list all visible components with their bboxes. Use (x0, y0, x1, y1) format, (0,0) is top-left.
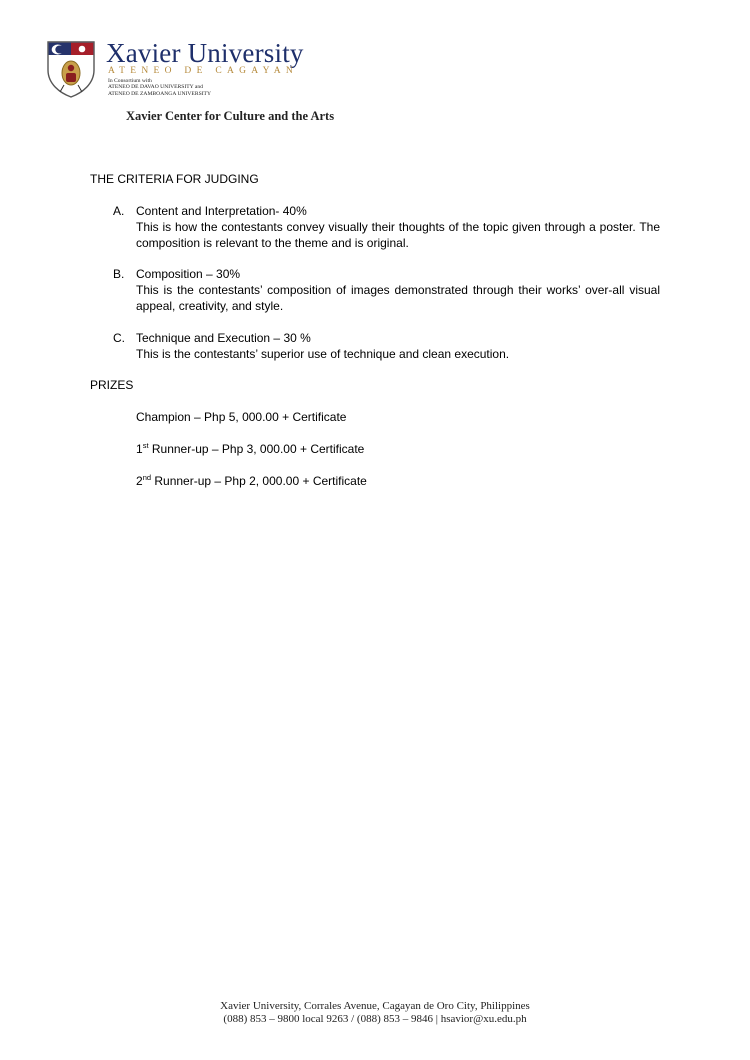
criterion-title: Technique and Execution – 30 % (136, 331, 311, 345)
consortium-line: In Consortium with (108, 78, 152, 84)
criterion-item (113, 330, 660, 362)
prize-second-runner-up (136, 473, 367, 489)
prize-rank-suffix: nd (142, 473, 152, 482)
prize-rank-number: 2 (136, 474, 143, 488)
prize-rank-suffix: st (142, 441, 149, 450)
criterion-item (113, 203, 660, 251)
criterion-letter: B. (113, 267, 125, 281)
footer-address: Xavier University, Corrales Avenue, Cagayan de Oro City, Philippines (220, 1000, 530, 1012)
consortium-note (108, 78, 211, 97)
criterion-letter: A. (113, 204, 125, 218)
criterion-letter: C. (113, 331, 125, 345)
criterion-description: This is how the contestants convey visually their thoughts of the topic given through a poster. The composition is relevant to the theme and is original. (136, 220, 660, 250)
criterion-title: Content and Interpretation- 40% (136, 204, 307, 218)
criterion-description: This is the contestants’ superior use of technique and clean execution. (136, 347, 510, 361)
prize-first-runner-up (136, 441, 364, 457)
prize-champion: Champion – Php 5, 000.00 + Certificate (136, 410, 347, 424)
prizes-heading: PRIZES (90, 378, 134, 392)
criterion-description: This is the contestants’ composition of images demonstrated through their works’ over-all visual appeal, creativity, and style. (136, 283, 660, 313)
university-crest-icon (46, 40, 96, 98)
consortium-line: ATENEO DE DAVAO UNIVERSITY and (108, 84, 203, 91)
prize-rank-number: 1 (136, 442, 143, 456)
footer-contact: (088) 853 – 9800 local 9263 / (088) 853 – 9846 | hsavior@xu.edu.ph (223, 1013, 527, 1025)
center-name: Xavier Center for Culture and the Arts (126, 109, 335, 123)
criterion-title: Composition – 30% (136, 267, 241, 281)
consortium-line: ATENEO DE ZAMBOANGA UNIVERSITY (108, 90, 212, 97)
criterion-item (113, 266, 660, 314)
prize-text: Runner-up – Php 2, 000.00 + Certificate (151, 474, 367, 488)
criteria-heading: THE CRITERIA FOR JUDGING (90, 172, 259, 186)
prize-text: Runner-up – Php 3, 000.00 + Certificate (148, 442, 365, 456)
university-name: Xavier University (106, 38, 304, 68)
university-subtitle: ATENEO DE CAGAYAN (108, 66, 299, 76)
page-footer (0, 1000, 750, 1026)
